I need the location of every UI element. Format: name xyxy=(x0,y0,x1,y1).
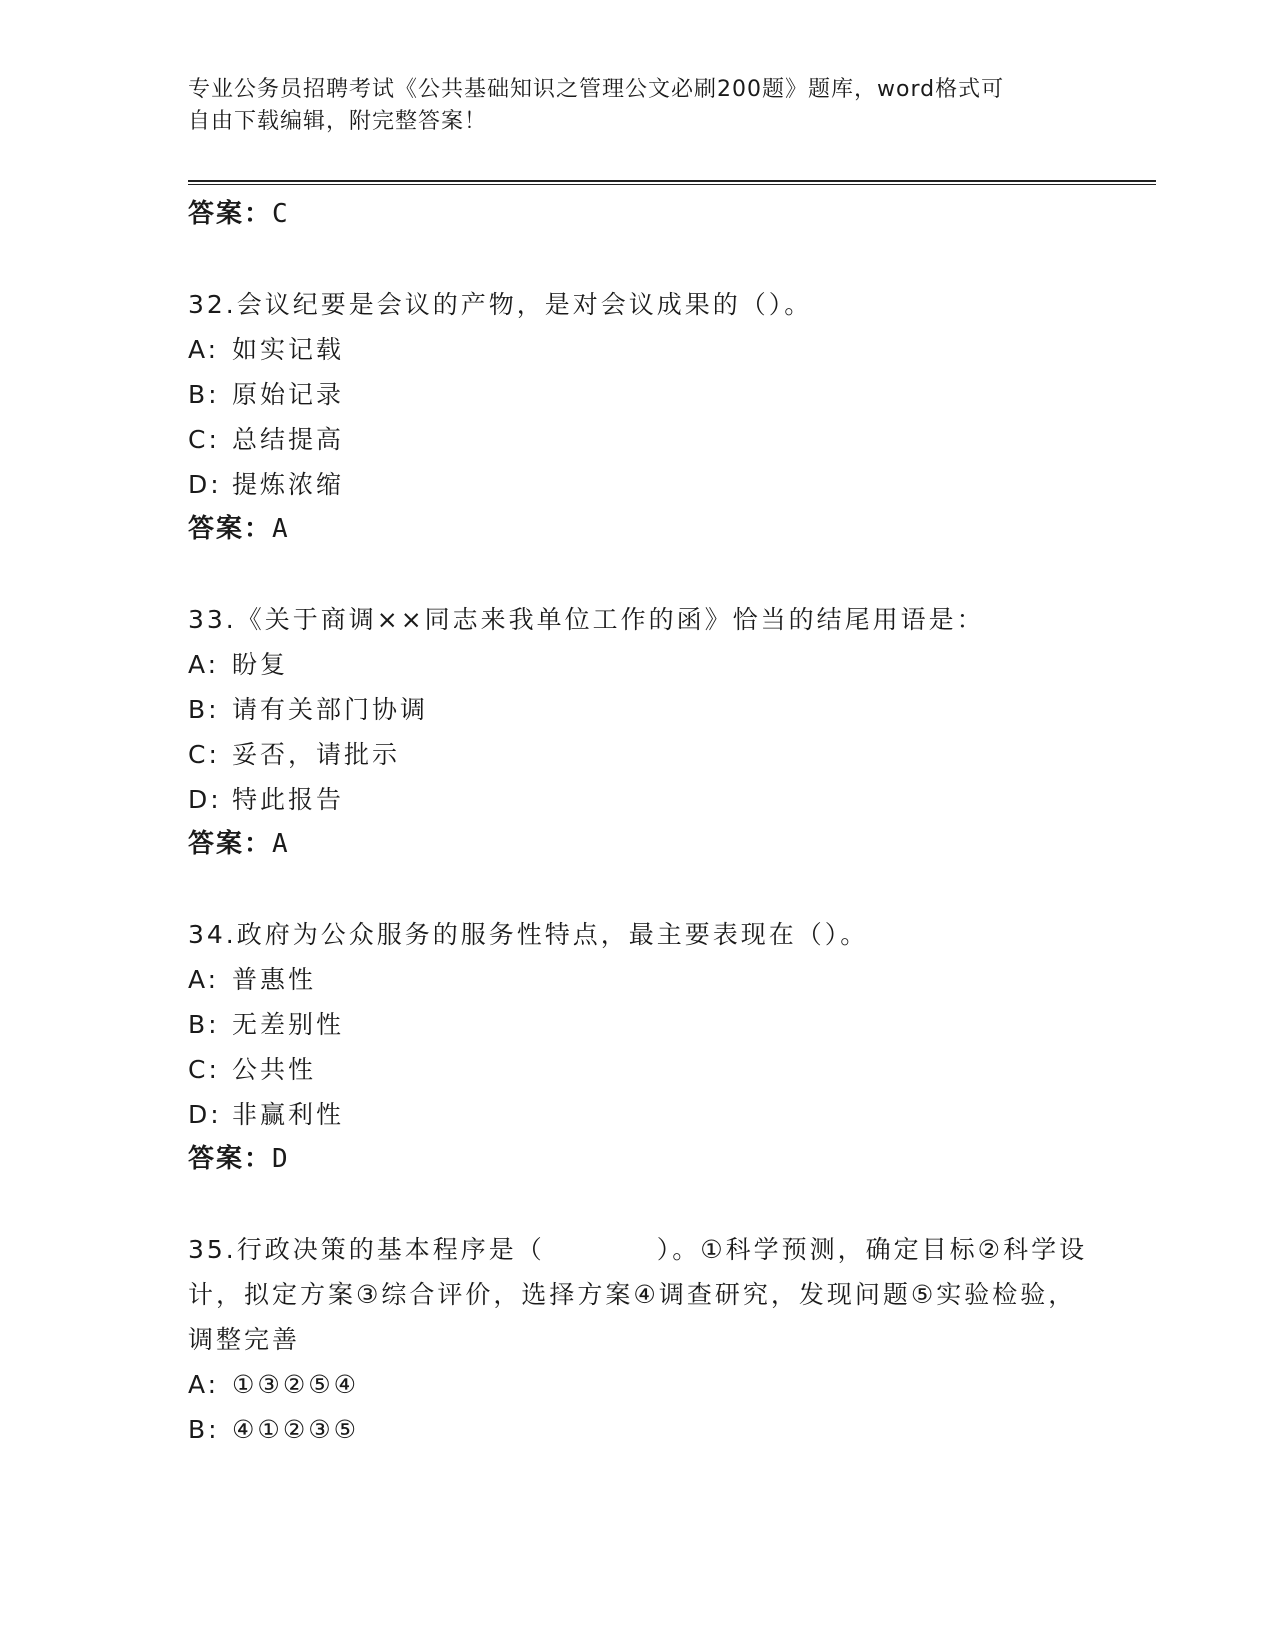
option-c xyxy=(188,732,1088,777)
option-letter: A: xyxy=(188,965,220,994)
document-header xyxy=(188,74,1068,138)
question-stem: 32.会议纪要是会议的产物，是对会议成果的（）。 xyxy=(188,290,813,319)
question-stem: 33.《关于商调××同志来我单位工作的函》恰当的结尾用语是： xyxy=(188,605,985,634)
answer-line xyxy=(188,1137,1088,1182)
option-text: 总结提高 xyxy=(232,425,345,454)
question-34 xyxy=(188,912,1088,1182)
option-text: 提炼浓缩 xyxy=(232,470,345,499)
answer-line xyxy=(188,822,1088,867)
answer-label: 答案： xyxy=(188,829,273,859)
answer-value: D xyxy=(272,1144,290,1174)
option-text: 如实记载 xyxy=(232,335,345,364)
option-text: 公共性 xyxy=(232,1055,317,1084)
option-letter: A: xyxy=(188,650,220,679)
answer-label: 答案： xyxy=(188,1144,273,1174)
answer-value: A xyxy=(272,514,290,544)
question-list xyxy=(188,192,1088,1452)
option-letter: D: xyxy=(188,470,222,499)
option-text: 妥否，请批示 xyxy=(232,740,401,769)
option-b xyxy=(188,687,1088,732)
question-33 xyxy=(188,597,1088,867)
option-text: 非赢利性 xyxy=(232,1100,345,1129)
answer-value: A xyxy=(272,829,290,859)
option-letter: D: xyxy=(188,1100,222,1129)
option-a xyxy=(188,642,1088,687)
option-b xyxy=(188,372,1088,417)
question-32 xyxy=(188,282,1088,552)
option-text: 无差别性 xyxy=(232,1010,345,1039)
header-divider xyxy=(188,180,1156,185)
option-letter: B: xyxy=(188,380,220,409)
answer-value: C xyxy=(272,199,290,229)
header-line-1: 专业公务员招聘考试《公共基础知识之管理公文必刷200题》题库，word格式可 xyxy=(188,77,1005,102)
option-b xyxy=(188,1407,1088,1452)
answer-line-prev xyxy=(188,192,1088,237)
question-stem: 35.行政决策的基本程序是（ ）。①科学预测，确定目标②科学设计，拟定方案③综合评价，选择方案④调查研究，发现问题⑤实验检验，调整完善 xyxy=(188,1235,1088,1354)
option-letter: B: xyxy=(188,1010,220,1039)
option-a xyxy=(188,327,1088,372)
question-35 xyxy=(188,1227,1088,1452)
option-d xyxy=(188,462,1088,507)
option-a xyxy=(188,1362,1088,1407)
option-letter: A: xyxy=(188,335,220,364)
option-b xyxy=(188,1002,1088,1047)
option-a xyxy=(188,957,1088,1002)
option-letter: B: xyxy=(188,695,220,724)
option-text: 请有关部门协调 xyxy=(232,695,429,724)
answer-label: 答案： xyxy=(188,514,273,544)
option-letter: A: xyxy=(188,1370,220,1399)
option-text: ①③②⑤④ xyxy=(232,1370,360,1399)
option-text: ④①②③⑤ xyxy=(232,1415,360,1444)
question-stem: 34.政府为公众服务的服务性特点，最主要表现在（）。 xyxy=(188,920,869,949)
option-letter: C: xyxy=(188,425,220,454)
answer-line xyxy=(188,507,1088,552)
option-letter: B: xyxy=(188,1415,220,1444)
option-letter: C: xyxy=(188,1055,220,1084)
option-text: 原始记录 xyxy=(232,380,345,409)
option-text: 特此报告 xyxy=(232,785,345,814)
option-text: 盼复 xyxy=(232,650,289,679)
option-d xyxy=(188,1092,1088,1137)
option-c xyxy=(188,417,1088,462)
header-line-2: 自由下载编辑，附完整答案！ xyxy=(188,109,488,134)
option-text: 普惠性 xyxy=(232,965,317,994)
option-c xyxy=(188,1047,1088,1092)
option-letter: D: xyxy=(188,785,222,814)
option-d xyxy=(188,777,1088,822)
option-letter: C: xyxy=(188,740,220,769)
answer-label: 答案： xyxy=(188,199,273,229)
